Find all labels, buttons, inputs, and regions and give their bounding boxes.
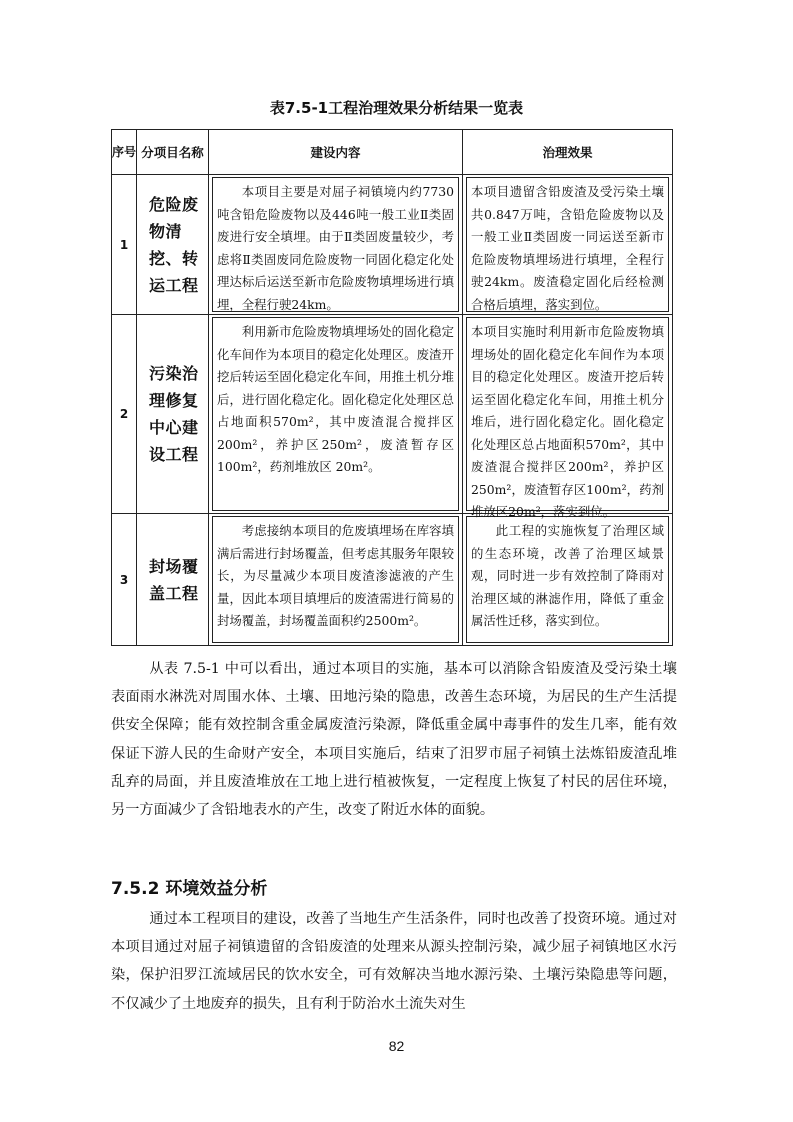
table-header-row — [112, 130, 673, 175]
row-name: 封场覆盖工程 — [137, 514, 209, 646]
row-effect: 此工程的实施恢复了治理区域的生态环境，改善了治理区域景观，同时进一步有效控制了降雨对治理区域的淋滤作用，降低了重金属活性迁移，落实到位。 — [466, 516, 669, 643]
paragraph-text: 从表 7.5-1 中可以看出，通过本项目的实施，基本可以消除含铅废渣及受污染土壤表面雨水淋洗对周围水体、土壤、田地污染的隐患，改善生态环境，为居民的生产生活提供安全保障；能有效控制含重金属废渣污染源，降低重金属中毒事件的发生几率，能有效保证下游人民的生命财产安全，本项目实施后，结束了汨罗市屈子祠镇土法炼铅废渣乱堆乱弃的局面，并且废渣堆放在工地上进行植被恢复，一定程度上恢复了村民的居住环境，另一方面减少了含铅地表水的产生，改变了附近水体的面貌。 — [111, 661, 677, 819]
analysis-paragraph — [111, 655, 677, 824]
row-effect: 本项目实施时利用新市危险废物填埋场处的固化稳定化车间作为本项目的稳定化处理区。废渣开挖后转运至固化稳定化车间，用推土机分堆后，进行固化稳定化。固化稳定化处理区总占地面积570m²，其中废渣混合搅拌区200m²，养护区250m²，废渣暂存区100m²，药剂堆放区20m²，落实到位。 — [466, 317, 669, 511]
table-caption: 表7.5-1工程治理效果分析结果一览表 — [269, 99, 524, 117]
table-row — [112, 175, 673, 315]
table-row — [112, 514, 673, 646]
page-number: 82 — [388, 1038, 405, 1054]
row-name: 危险废物清挖、转运工程 — [137, 175, 209, 315]
row-name: 污染治理修复中心建设工程 — [137, 315, 209, 514]
header-no: 序号 — [112, 130, 137, 175]
table-row — [112, 315, 673, 514]
header-name: 分项目名称 — [137, 130, 209, 175]
row-number: 3 — [112, 514, 137, 646]
results-table — [111, 129, 673, 646]
header-effect: 治理效果 — [463, 130, 673, 175]
row-content: 考虑接纳本项目的危废填埋场在库容填满后需进行封场覆盖，但考虑其服务年限较长，为尽量减少本项目废渣渗滤液的产生量，因此本项目填埋后的废渣需进行简易的封场覆盖，封场覆盖面积约2500m²。 — [212, 516, 459, 643]
section-heading: 7.5.2 环境效益分析 — [111, 879, 268, 899]
row-content: 本项目主要是对屈子祠镇境内约7730吨含铅危险废物以及446吨一般工业Ⅱ类固废进行安全填埋。由于Ⅱ类固废量较少，考虑将Ⅱ类固废同危险废物一同固化稳定化处理达标后运送至新市危险废物填埋场进行填埋，全程行驶24km。 — [212, 177, 459, 312]
row-effect: 本项目遗留含铅废渣及受污染土壤共0.847万吨，含铅危险废物以及一般工业Ⅱ类固废一同运送至新市危险废物填埋场进行填埋，全程行驶24km。废渣稳定固化后经检测合格后填埋，落实到位。 — [466, 177, 669, 312]
row-number: 1 — [112, 175, 137, 315]
environment-paragraph — [111, 905, 677, 1018]
header-content: 建设内容 — [209, 130, 463, 175]
row-number: 2 — [112, 315, 137, 514]
paragraph-text: 通过本工程项目的建设，改善了当地生产生活条件，同时也改善了投资环境。通过对本项目通过对屈子祠镇遗留的含铅废渣的处理来从源头控制污染，减少屈子祠镇地区水污染，保护汨罗江流域居民的饮水安全，可有效解决当地水源污染、土壤污染隐患等问题，不仅减少了土地废弃的损失，且有利于防治水土流失对生 — [111, 911, 677, 1012]
row-content: 利用新市危险废物填埋场处的固化稳定化车间作为本项目的稳定化处理区。废渣开挖后转运至固化稳定化车间，用推土机分堆后，进行固化稳定化。固化稳定化处理区总占地面积570m²，其中废渣混合搅拌区200m²，养护区250m²，废渣暂存区100m²，药剂堆放区 20m²。 — [212, 317, 459, 511]
